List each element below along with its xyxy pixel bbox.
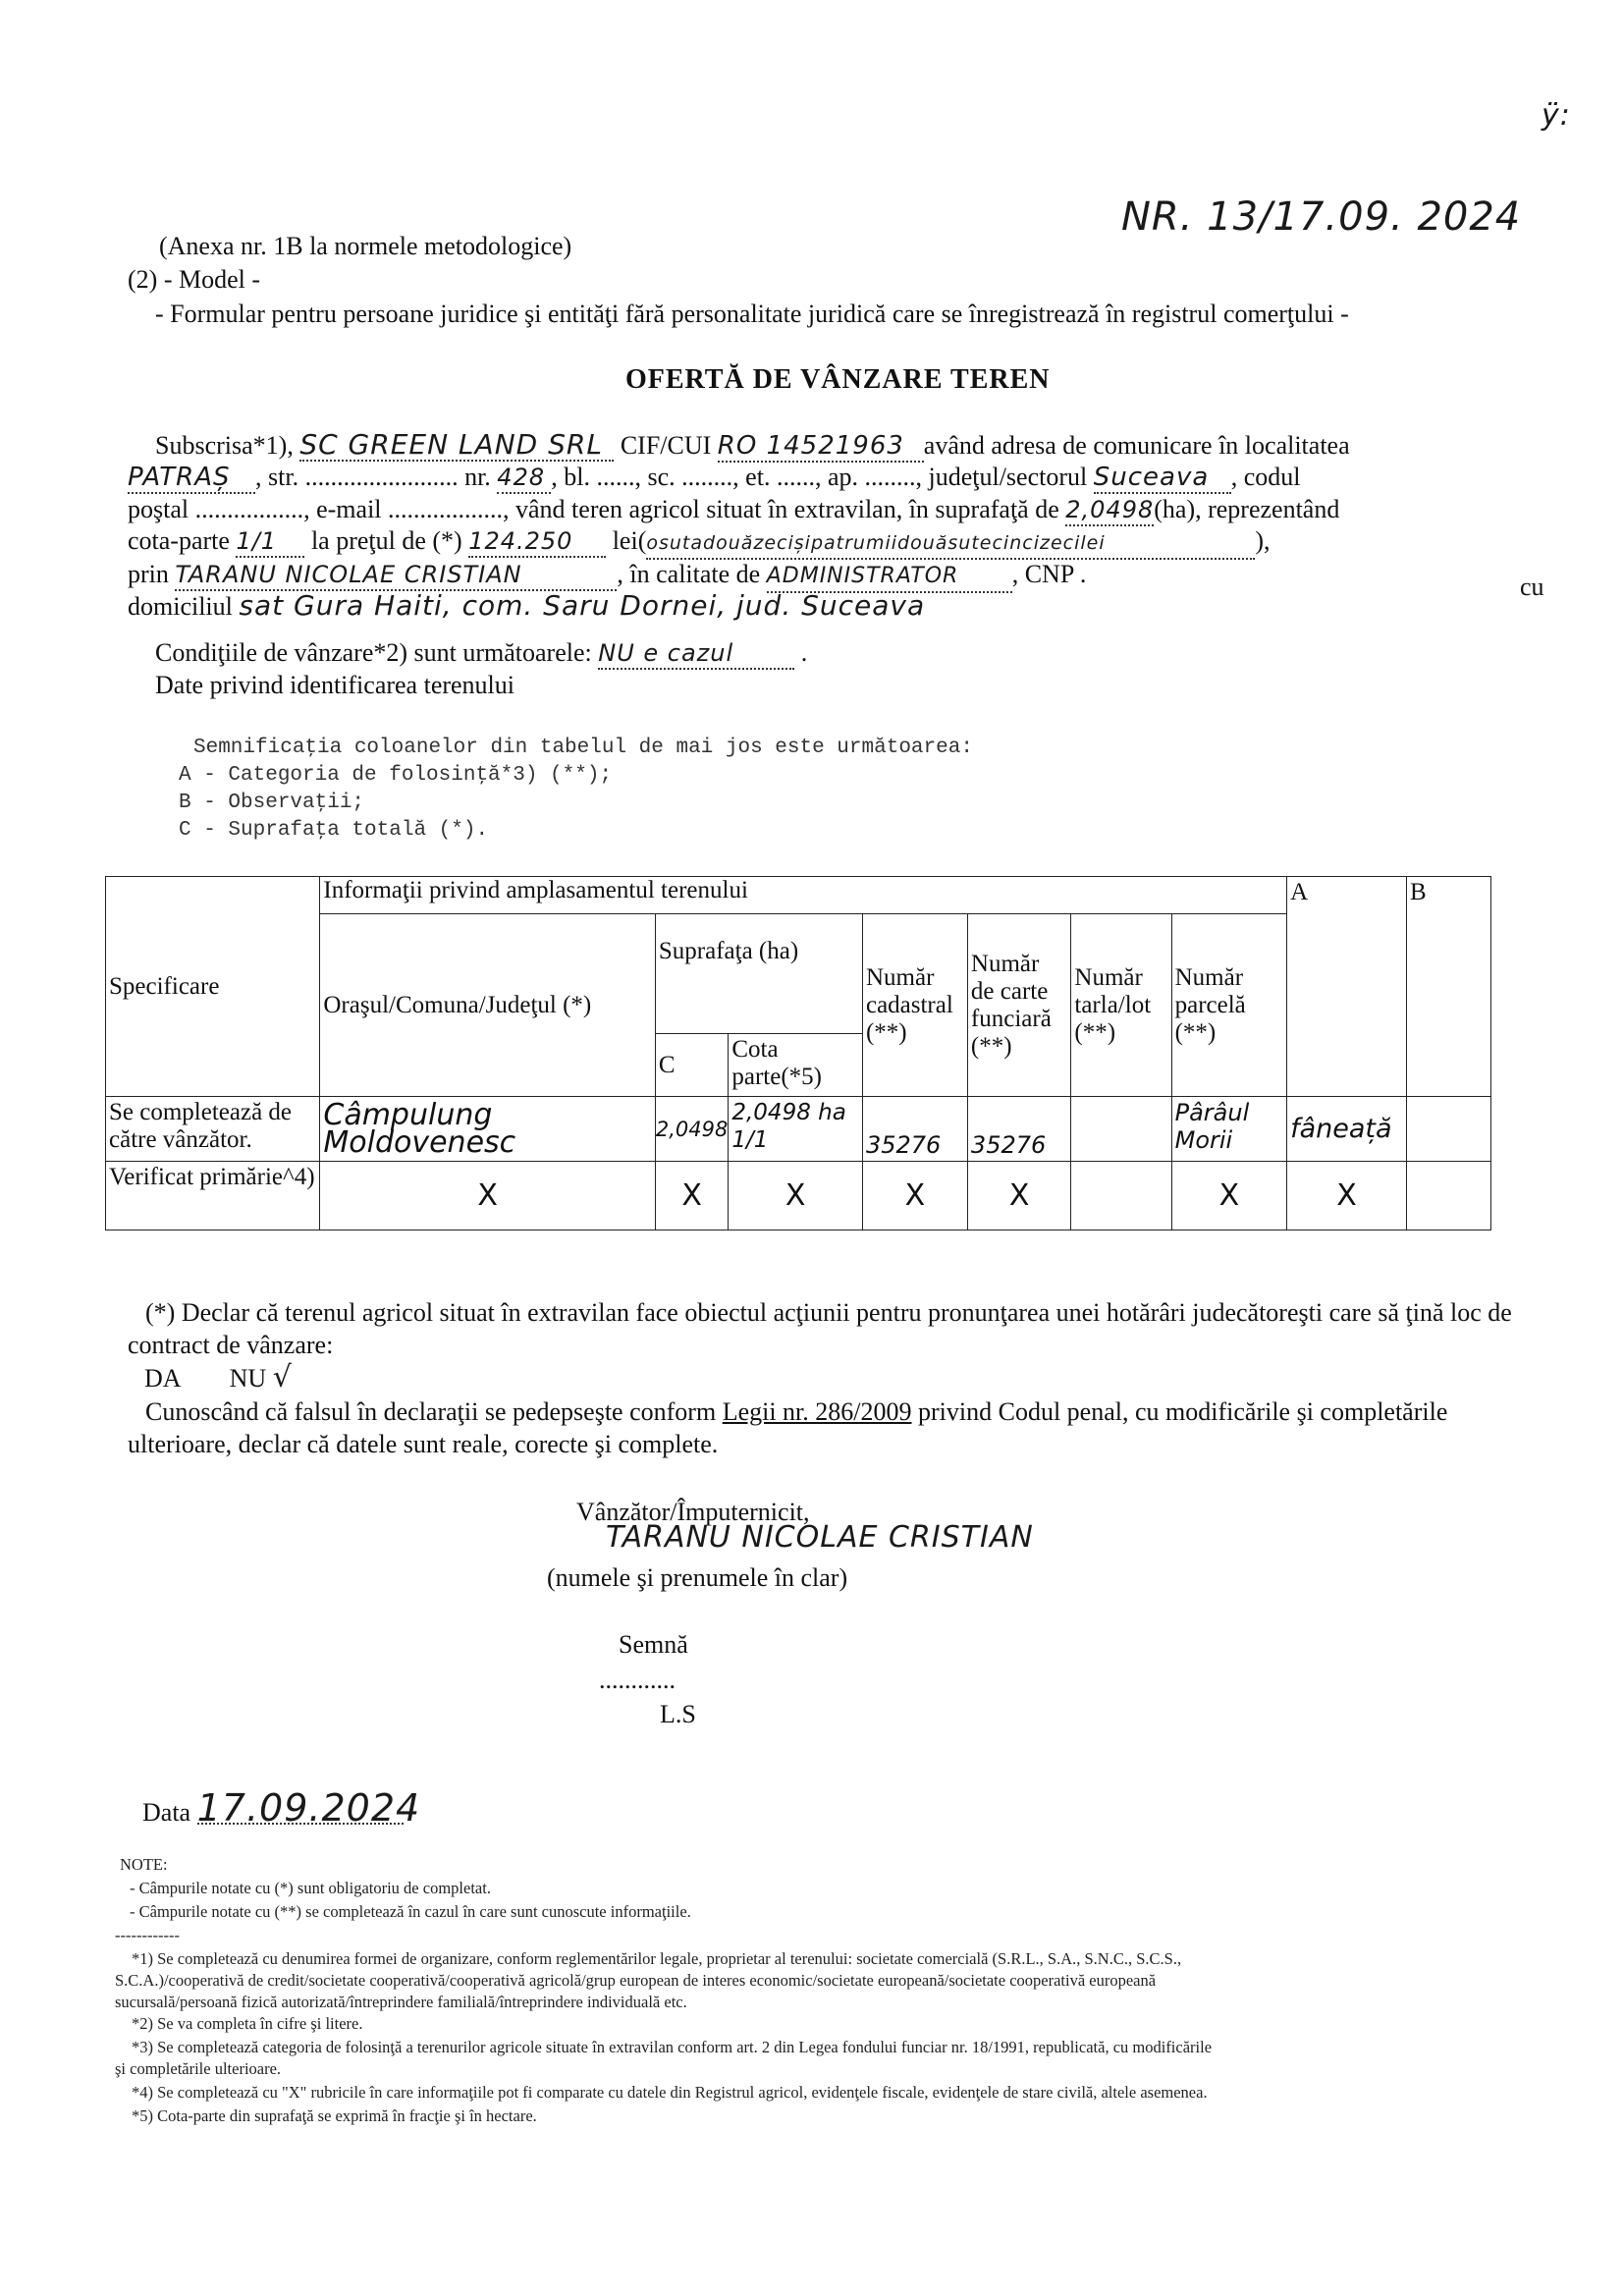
form-line-7: Condiţiile de vânzare*2) sunt următoarele: NU e cazul . bbox=[155, 638, 807, 670]
legend-a: A - Categoria de folosinţă*3) (**); bbox=[179, 764, 613, 787]
col-b-label: B bbox=[1409, 879, 1427, 905]
verified-city[interactable] bbox=[320, 1162, 656, 1230]
legend-intro: Semnificaţia coloanelor din tabelul de mai jos este următoarea: bbox=[193, 737, 973, 759]
model-line: (2) - Model - bbox=[128, 265, 261, 294]
row-seller-area[interactable] bbox=[655, 1097, 728, 1162]
registration-number: NR. 13/17.09. 2024 bbox=[1121, 194, 1522, 240]
form-description: - Formular pentru persoane juridice şi entităţi fără personalitate juridică care se înregistrează în registrul comerţului - bbox=[155, 300, 1349, 328]
header-c bbox=[655, 1034, 728, 1097]
label-share: cota-parte bbox=[128, 526, 230, 555]
label-close: ), bbox=[1255, 526, 1271, 555]
header-city bbox=[320, 914, 656, 1097]
label-building: , bl. ......, sc. ........, et. ......, ap. ........, judeţul/sectorul bbox=[551, 463, 1088, 491]
number-field[interactable]: 428 bbox=[497, 463, 551, 494]
parcel-label: Număr parcelă (**) bbox=[1174, 963, 1246, 1046]
label-postal: , codul bbox=[1230, 463, 1301, 491]
row-seller-cadastral[interactable] bbox=[862, 1097, 967, 1162]
date-line bbox=[142, 1786, 421, 1830]
note-2: - Câmpurile notate cu (**) se completează în cazul în care sunt cunoscute informaţiile. bbox=[130, 1902, 691, 1921]
table-row bbox=[106, 1097, 1491, 1162]
city-label: Oraşul/Comuna/Judeţul (*) bbox=[323, 991, 592, 1018]
footnote-1b: S.C.A.)/cooperativă de credit/societate cooperativă/cooperativă agricolă/grup european de interes economic/societate europeană/societate cooperativă europeană bbox=[115, 1971, 1157, 1990]
date-field[interactable]: 17.09.2024 bbox=[196, 1786, 421, 1830]
notes-separator: ------------ bbox=[115, 1926, 180, 1944]
county-field[interactable]: Suceava bbox=[1094, 463, 1231, 494]
seal-label: L.S bbox=[660, 1700, 696, 1728]
x-mark: X bbox=[1218, 1177, 1240, 1213]
form-line-4 bbox=[128, 526, 1271, 560]
locality-field[interactable]: PATRAȘ bbox=[128, 463, 255, 494]
row-seller-tarla[interactable] bbox=[1071, 1097, 1171, 1162]
option-nu[interactable]: NU bbox=[229, 1364, 267, 1393]
header-location-info bbox=[320, 877, 1287, 914]
form-line-2 bbox=[128, 463, 1301, 494]
verified-category[interactable] bbox=[1287, 1162, 1407, 1230]
label-conditions: Condiţiile de vânzare*2) sunt următoarele: bbox=[155, 638, 592, 667]
row-seller-parcel[interactable] bbox=[1171, 1097, 1286, 1162]
header-cadastral bbox=[862, 914, 967, 1097]
location-info-label: Informaţii privind amplasamentul terenului bbox=[323, 877, 748, 903]
verified-parcel[interactable] bbox=[1171, 1162, 1286, 1230]
footnote-3a: *3) Se completează categoria de folosinţă a terenurilor agricole situate în extravilan conform art. 2 din Legea fondului funciar nr. 18/1991, republicată, cu modificările bbox=[132, 2038, 1213, 2056]
form-line-3 bbox=[128, 495, 1339, 526]
signer-name[interactable]: TARANU NICOLAE CRISTIAN bbox=[606, 1520, 1034, 1555]
da-nu-options bbox=[144, 1360, 293, 1394]
area-label: Suprafaţa (ha) bbox=[658, 938, 799, 964]
signer-role: Vânzător/Împuternicit, bbox=[576, 1498, 810, 1526]
signer-name-note: (numele şi prenumele în clar) bbox=[547, 1563, 848, 1592]
seller-share-value: 2,0498 ha 1/1 bbox=[731, 1100, 846, 1153]
header-b bbox=[1406, 877, 1490, 1097]
law-text-a: Cunoscând că falsul în declaraţii se pedepseşte conform bbox=[145, 1397, 723, 1426]
law-paragraph bbox=[128, 1395, 1542, 1460]
verified-cadastral[interactable] bbox=[862, 1162, 967, 1230]
verified-share[interactable] bbox=[729, 1162, 863, 1230]
col-a-label: A bbox=[1290, 879, 1309, 905]
header-landbook bbox=[967, 914, 1070, 1097]
capacity-field[interactable]: ADMINISTRATOR bbox=[767, 562, 1012, 593]
conditions-field[interactable]: NU e cazul bbox=[598, 638, 794, 670]
option-da[interactable]: DA bbox=[144, 1364, 181, 1393]
row-seller-label bbox=[106, 1097, 320, 1162]
label-cu: cu bbox=[1520, 573, 1544, 601]
law-text-b: privind Codul penal, cu modificările şi completările ulterioare, declar că datele sunt reale, corecte şi complete. bbox=[128, 1397, 1448, 1458]
check-mark: √ bbox=[272, 1360, 293, 1394]
specificare-label: Specificare bbox=[109, 972, 220, 1000]
verified-tarla[interactable] bbox=[1071, 1162, 1171, 1230]
declaration-paragraph bbox=[128, 1296, 1542, 1361]
label-street: , str. ........................ nr. bbox=[255, 463, 491, 491]
verified-observations[interactable] bbox=[1406, 1162, 1490, 1230]
col-c-label: C bbox=[658, 1051, 676, 1078]
land-table bbox=[105, 876, 1491, 1230]
seller-city-value: Câmpulung Moldovenesc bbox=[323, 1097, 516, 1160]
table-row bbox=[106, 1162, 1491, 1230]
form-line-6 bbox=[128, 591, 925, 622]
signature-label: Semnă bbox=[619, 1630, 688, 1659]
x-mark: X bbox=[477, 1177, 498, 1213]
legend-b: B - Observaţii; bbox=[179, 792, 365, 814]
row-verified-label bbox=[106, 1162, 320, 1230]
note-1: - Câmpurile notate cu (*) sunt obligatoriu de completat. bbox=[130, 1879, 491, 1897]
label-prin: prin bbox=[128, 560, 169, 588]
price-words-field[interactable]: osutadouăzecișipatrumiidouăsutecincizecilei bbox=[646, 528, 1255, 560]
label-domicile: domiciliul bbox=[128, 592, 233, 621]
form-line-5 bbox=[128, 560, 1086, 593]
x-mark: X bbox=[681, 1177, 702, 1213]
header-share bbox=[729, 1034, 863, 1097]
row-seller-category[interactable] bbox=[1287, 1097, 1407, 1162]
row-seller-share[interactable] bbox=[729, 1097, 863, 1162]
seller-category-value: fâneață bbox=[1290, 1113, 1392, 1144]
label-address: având adresa de comunicare în localitatea bbox=[923, 431, 1350, 460]
declaration-text: (*) Declar că terenul agricol situat în extravilan face obiectul acţiunii pentru pronunţarea unei hotărâri judecătoreşti care să ţină loc de contract de vânzare: bbox=[128, 1298, 1512, 1359]
cif-field[interactable]: RO 14521963 bbox=[718, 431, 924, 463]
landbook-label: Număr de carte funciară (**) bbox=[970, 950, 1052, 1060]
representative-field[interactable]: TARANU NICOLAE CRISTIAN bbox=[175, 560, 617, 591]
header-a bbox=[1287, 877, 1407, 1097]
seller-parcel-value: Pârâul Morii bbox=[1174, 1099, 1250, 1154]
area-field[interactable]: 2,0498 bbox=[1065, 495, 1154, 526]
seller-cadastral-value: 35276 bbox=[865, 1131, 942, 1159]
share-field[interactable]: 1/1 bbox=[236, 526, 304, 558]
footnote-5: *5) Cota-parte din suprafaţă se exprimă în fracţie şi în hectare. bbox=[132, 2106, 537, 2125]
header-parcel bbox=[1171, 914, 1286, 1097]
verified-area[interactable] bbox=[655, 1162, 728, 1230]
share-label: Cota parte(*5) bbox=[731, 1036, 822, 1090]
date-label: Data bbox=[142, 1798, 191, 1827]
footnote-3b: şi completările ulterioare. bbox=[115, 2059, 282, 2078]
label-capacity: , în calitate de bbox=[617, 560, 761, 588]
seller-area-value: 2,0498 bbox=[655, 1117, 729, 1141]
label-cif: CIF/CUI bbox=[620, 431, 712, 460]
land-identification-heading: Date privind identificarea terenului bbox=[155, 671, 515, 699]
footnote-1a: *1) Se completează cu denumirea formei de organizare, conform reglementărilor legale, proprietar al terenului: societate comercială (S.R.L., S.A., S.N.C., S.C.S., bbox=[132, 1949, 1182, 1968]
annex-text: (Anexa nr. 1B la normele metodologice) bbox=[159, 232, 572, 260]
x-mark: X bbox=[904, 1177, 926, 1213]
seller-label: Se completează de către vânzător. bbox=[109, 1099, 293, 1153]
label-subscrisa: Subscrisa*1), bbox=[155, 431, 294, 460]
label-representing: (ha), reprezentând bbox=[1154, 495, 1340, 523]
label-lei: lei( bbox=[612, 526, 647, 555]
footnote-2: *2) Se va completa în cifre şi litere. bbox=[132, 2014, 363, 2033]
header-specificare bbox=[106, 877, 320, 1097]
header-area bbox=[655, 914, 862, 1034]
label-postal-email: poştal ................., e-mail .................., vând teren agricol situat în extravilan, în suprafaţă de bbox=[128, 495, 1059, 523]
footnote-1c: sucursală/persoană fizică autorizată/întreprindere familială/întreprindere individuală etc. bbox=[115, 1993, 687, 2011]
form-line-1 bbox=[155, 430, 1350, 463]
price-field[interactable]: 124.250 bbox=[468, 526, 606, 558]
corner-mark: ÿ: bbox=[1542, 98, 1571, 133]
notes-title: NOTE: bbox=[120, 1855, 168, 1874]
x-mark: X bbox=[1336, 1177, 1357, 1213]
cadastral-label: Număr cadastral (**) bbox=[865, 963, 953, 1046]
company-field[interactable]: SC GREEN LAND SRL bbox=[299, 430, 614, 462]
page-title: OFERTĂ DE VÂNZARE TEREN bbox=[625, 364, 1051, 395]
footnote-4: *4) Se completează cu "X" rubricile în care informaţiile pot fi comparate cu datele din Registrul agricol, evidenţele fiscale, evidenţele de stare civilă, altele asemenea. bbox=[132, 2083, 1208, 2102]
address-field[interactable]: sat Gura Haiti, com. Saru Dornei, jud. Suceava bbox=[239, 589, 926, 622]
label-price: la preţul de (*) bbox=[310, 526, 462, 555]
verified-label: Verificat primărie^4) bbox=[109, 1164, 315, 1190]
header-tarla bbox=[1071, 914, 1171, 1097]
seller-landbook-value: 35276 bbox=[970, 1131, 1047, 1159]
annex-line bbox=[159, 232, 571, 261]
row-seller-city[interactable] bbox=[320, 1097, 656, 1162]
label-cnp: , CNP . bbox=[1011, 560, 1087, 588]
legend-c: C - Suprafaţa totală (*). bbox=[179, 819, 489, 842]
tarla-label: Număr tarla/lot (**) bbox=[1074, 963, 1152, 1046]
row-seller-landbook[interactable] bbox=[967, 1097, 1070, 1162]
signature-dots[interactable]: ............ bbox=[599, 1666, 676, 1694]
x-mark: X bbox=[1008, 1177, 1030, 1213]
law-link[interactable]: Legii nr. 286/2009 bbox=[722, 1397, 912, 1426]
verified-landbook[interactable] bbox=[967, 1162, 1070, 1230]
row-seller-observations[interactable] bbox=[1406, 1097, 1490, 1162]
x-mark: X bbox=[784, 1177, 806, 1213]
